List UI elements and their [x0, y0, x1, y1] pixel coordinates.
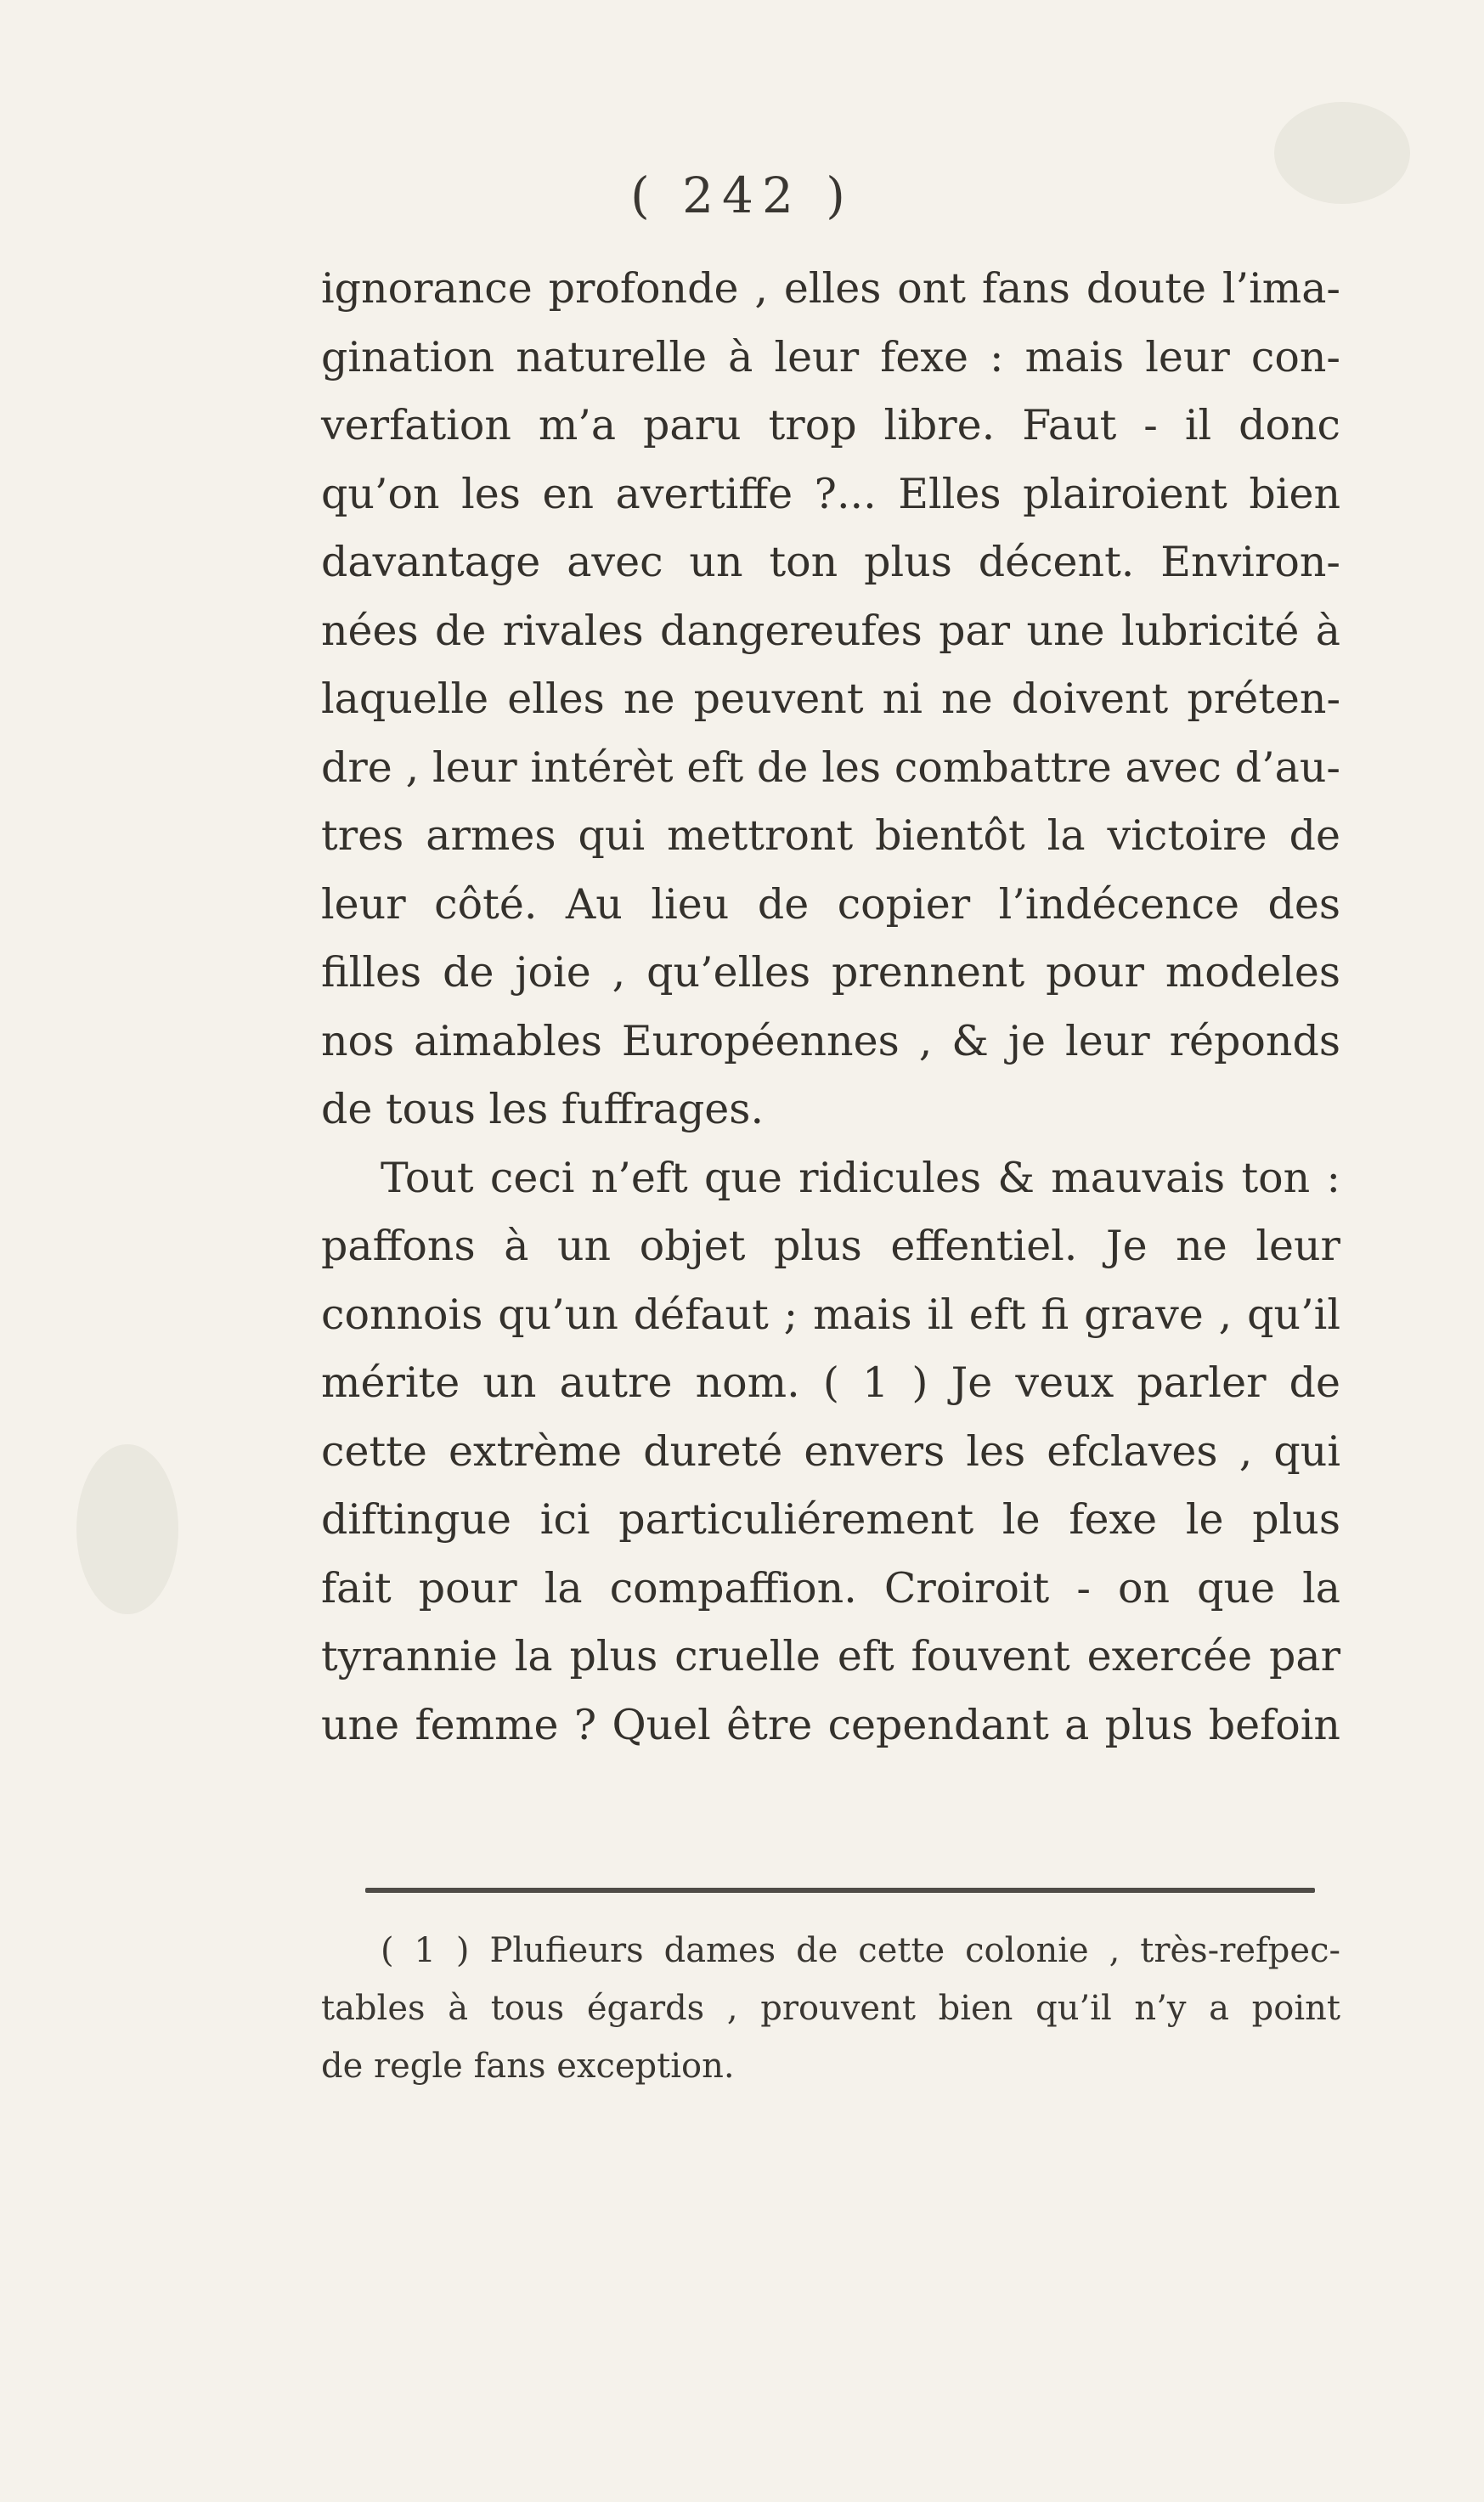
text-line: cette extrème dureté envers les efclaves , qui [321, 1426, 1340, 1476]
text-line: diftingue ici particuliérement le fexe le plus [321, 1495, 1340, 1544]
text-line: dre , leur intérèt eft de les combattre avec d’au- [321, 743, 1340, 792]
page-number: ( 242 ) [630, 167, 854, 224]
text-line: de tous les fuffrages. [321, 1085, 765, 1133]
text-line: davantage avec un ton plus décent. Environ- [321, 538, 1340, 586]
text-line: qu’on les en avertiffe ?... Elles plairoient bien [321, 469, 1340, 518]
footnote-line: de regle fans exception. [321, 2047, 735, 2086]
body-text [321, 255, 1340, 1759]
paper-stain [76, 1444, 178, 1614]
footnote-divider [365, 1888, 1315, 1893]
footnote-line: ( 1 ) Plufieurs dames de cette colonie , très-refpec- [381, 1931, 1340, 1970]
text-line: paffons à un objet plus effentiel. Je ne leur [321, 1222, 1340, 1270]
text-line: leur côté. Au lieu de copier l’indécence des [321, 879, 1340, 929]
text-line: Tout ceci n’eft que ridicules & mauvais ton : [381, 1153, 1340, 1202]
footnote-line: tables à tous égards , prouvent bien qu’il n’y a point [321, 1989, 1340, 2028]
footnote [321, 1922, 1340, 2095]
text-line: nos aimables Européennes , & je leur réponds [321, 1016, 1340, 1065]
text-line: laquelle elles ne peuvent ni ne doivent préten- [321, 675, 1340, 723]
text-line: gination naturelle à leur fexe : mais leur con- [321, 332, 1340, 381]
text-line: fait pour la compaffion. Croiroit - on que la [321, 1563, 1340, 1612]
text-line: tyrannie la plus cruelle eft fouvent exercée par [321, 1632, 1340, 1680]
text-line: ignorance profonde , elles ont fans doute l’ima- [321, 264, 1340, 313]
text-line: une femme ? Quel être cependant a plus befoin [321, 1700, 1340, 1749]
text-line: verfation m’a paru trop libre. Faut - il donc [321, 401, 1340, 449]
text-line: nées de rivales dangereufes par une lubricité à [321, 606, 1340, 655]
text-line: mérite un autre nom. ( 1 ) Je veux parler de [321, 1358, 1340, 1407]
text-line: connois qu’un défaut ; mais il eft fi grave , qu’il [321, 1290, 1340, 1339]
text-line: filles de joie , qu’elles prennent pour modeles [321, 948, 1340, 997]
text-line: tres armes qui mettront bientôt la victoire de [321, 811, 1340, 860]
